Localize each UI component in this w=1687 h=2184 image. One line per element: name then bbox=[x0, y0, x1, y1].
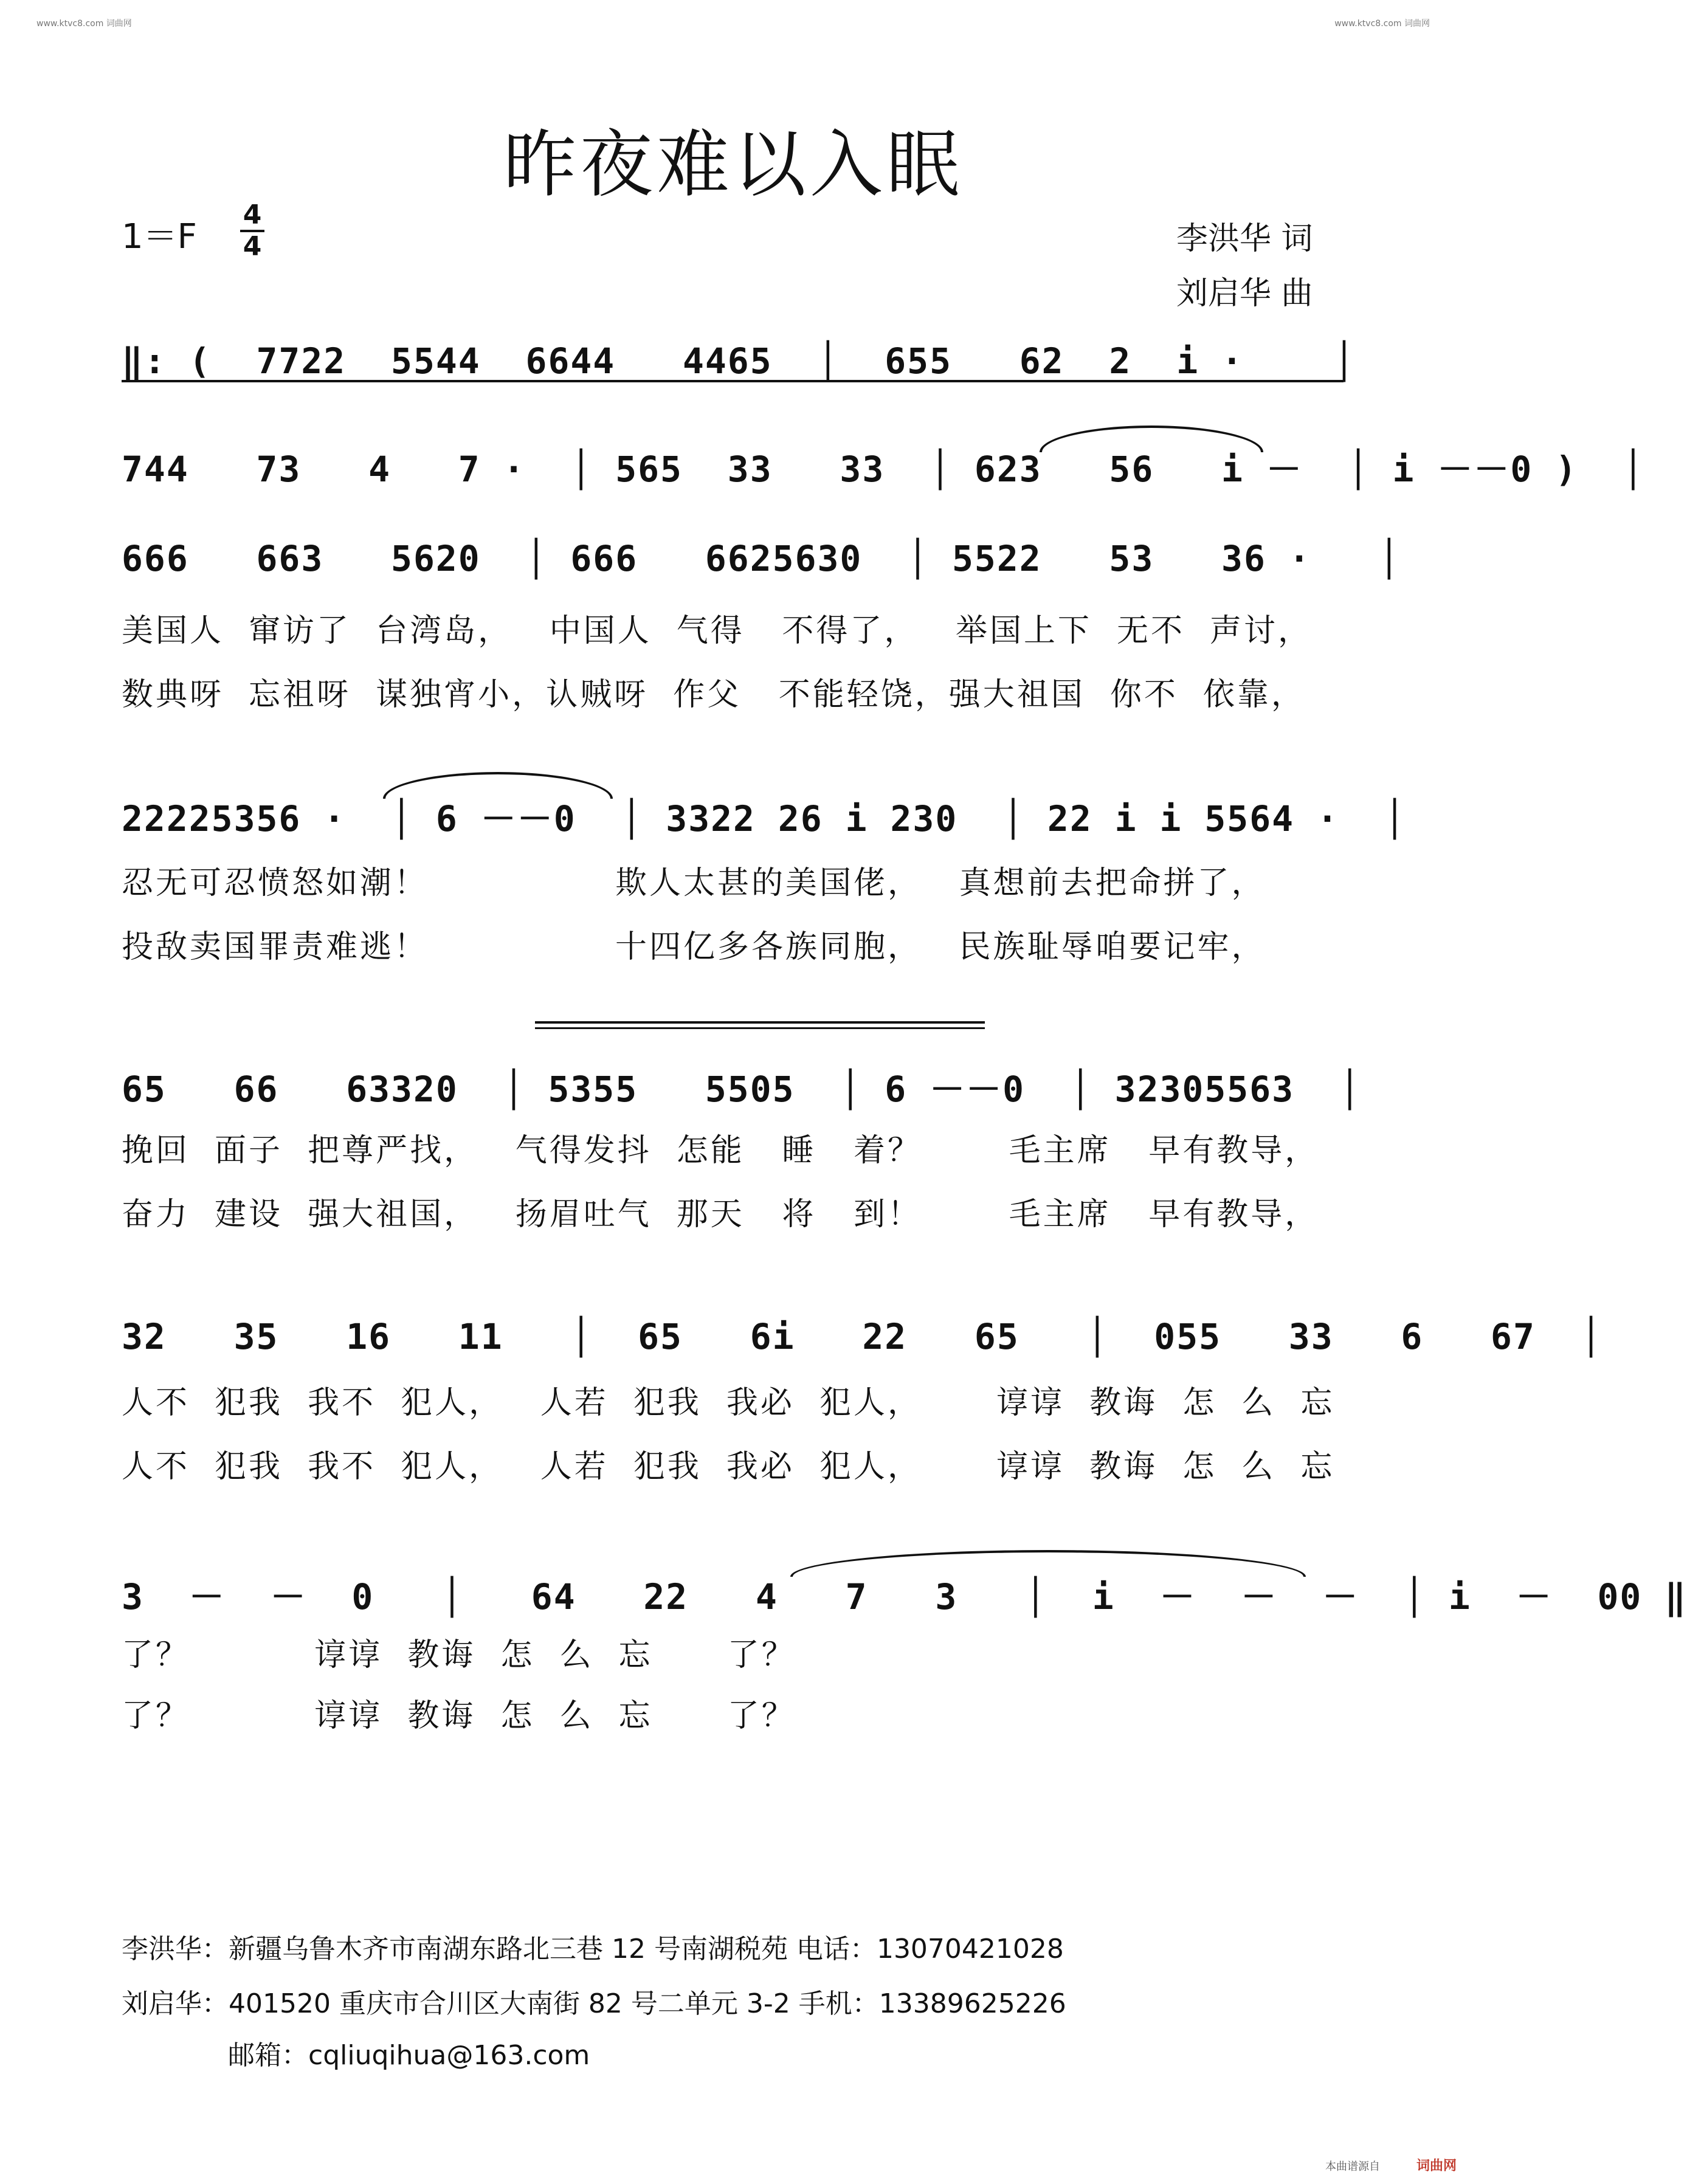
tie-slur bbox=[790, 1550, 1306, 1577]
lyric-verse-2: 投敌卖国罪责难逃！ 十四亿多各族同胞， 民族耻辱咱要记牢， bbox=[122, 929, 1266, 965]
contact-composer: 刘启华：401520 重庆市合川区大南街 82 号二单元 3-2 手机：13389625226 bbox=[122, 1988, 1066, 2019]
tie-slur bbox=[383, 772, 613, 799]
notation-line-7: 3 － － 0 │ 64 22 4 7 3 │ i － － － │ i － 00 ‖ bbox=[122, 1576, 1687, 1617]
right-watermark bbox=[1453, 0, 1466, 2184]
notation-line-3: 666 663 5620 │ 666 6625630 │ 5522 53 36 · │ bbox=[122, 538, 1401, 579]
lyric-verse-1: 忍无可忍愤怒如潮！ 欺人太甚的美国佬， 真想前去把命拼了， bbox=[122, 865, 1266, 901]
beam-underline bbox=[122, 380, 1344, 382]
notation-line-6: 32 35 16 11 │ 65 6i 22 65 │ 055 33 6 67 │ bbox=[122, 1316, 1603, 1357]
lyric-verse-2: 人不 犯我 我不 犯人， 人若 犯我 我必 犯人， 谆谆 教诲 怎 么 忘 bbox=[122, 1449, 1335, 1485]
contact-email: 邮箱：cqliuqihua@163.com bbox=[228, 2040, 590, 2071]
lyric-verse-1: 人不 犯我 我不 犯人， 人若 犯我 我必 犯人， 谆谆 教诲 怎 么 忘 bbox=[122, 1385, 1335, 1421]
composer-credit: 刘启华 曲 bbox=[1176, 275, 1313, 312]
lyric-verse-1: 美国人 窜访了 台湾岛， 中国人 气得 不得了， 举国上下 无不 声讨， bbox=[122, 613, 1313, 649]
tie-slur bbox=[1040, 425, 1263, 452]
notation-line-4: 22225356 · │ 6 －－0 │ 3322 26 i 230 │ 22 i i 5564 · │ bbox=[122, 798, 1407, 839]
notation-line-1: ‖: ( 7722 5544 6644 4465 │ 655 62 2 i · │ bbox=[122, 340, 1356, 382]
song-title: 昨夜难以入眠 bbox=[503, 123, 963, 207]
time-signature-top: 4 bbox=[240, 202, 264, 232]
crescendo-line bbox=[535, 1027, 985, 1029]
notation-line-2: 744 73 4 7 · │ 565 33 33 │ 623 56 i － │ i －－0 ) │ bbox=[122, 449, 1645, 490]
notation-line-5: 65 66 63320 │ 5355 5505 │ 6 －－0 │ 32305563 │ bbox=[122, 1069, 1362, 1110]
site-url-right: www.ktvc8.com 词曲网 bbox=[1334, 19, 1430, 29]
lyric-verse-2: 数典呀 忘祖呀 谋独宵小，认贼呀 作父 不能轻饶，强大祖国 你不 依靠， bbox=[122, 677, 1305, 713]
lyric-verse-1: 挽回 面子 把尊严找， 气得发抖 怎能 睡 着？ 毛主席 早有教导， bbox=[122, 1132, 1319, 1169]
contact-lyricist: 李洪华：新疆乌鲁木齐市南湖东路北三巷 12 号南湖税苑 电话：13070421028 bbox=[122, 1934, 1064, 1965]
lyric-verse-1: 了？ 谆谆 教诲 怎 么 忘 了？ bbox=[122, 1637, 796, 1673]
lyricist-credit: 李洪华 词 bbox=[1176, 221, 1313, 257]
footer-brand: 词曲网 bbox=[1416, 2158, 1457, 2174]
footer-source-note: 本曲谱源自 bbox=[1325, 2160, 1380, 2173]
time-signature bbox=[240, 199, 264, 262]
lyric-verse-2: 奋力 建设 强大祖国， 扬眉吐气 那天 将 到！ 毛主席 早有教导， bbox=[122, 1196, 1319, 1233]
lyric-verse-2: 了？ 谆谆 教诲 怎 么 忘 了？ bbox=[122, 1698, 796, 1734]
time-signature-bottom: 4 bbox=[243, 231, 262, 262]
crescendo-line bbox=[535, 1021, 985, 1024]
left-watermark bbox=[0, 0, 13, 2184]
site-url-left: www.ktvc8.com 词曲网 bbox=[36, 19, 132, 29]
key-signature: 1＝F bbox=[122, 217, 197, 257]
